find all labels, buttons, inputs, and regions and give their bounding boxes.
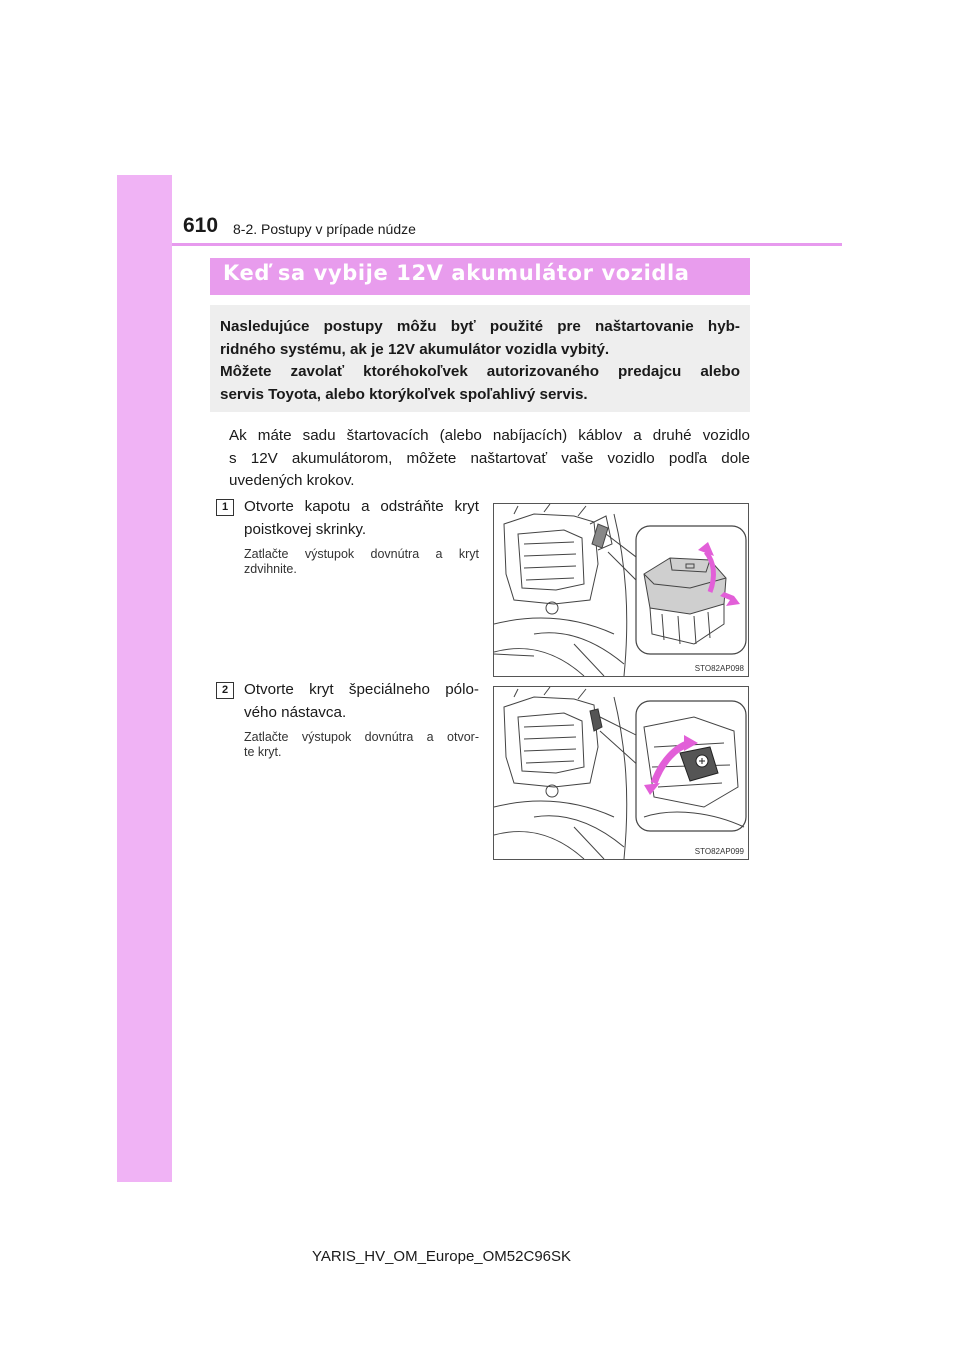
figure-terminal-cover: [493, 686, 749, 860]
running-head: 8-2. Postupy v prípade núdze: [233, 221, 416, 237]
figure-fuse-box-cover: [493, 503, 749, 677]
step-2-line: vého nástavca.: [244, 703, 347, 721]
step-2-note: te kryt.: [244, 745, 282, 759]
figure-code: STO82AP098: [694, 664, 744, 673]
page-number: 610: [183, 214, 219, 237]
section-title: Keď sa vybije 12V akumulátor vozidla: [223, 261, 690, 285]
intro-line: ridného systému, ak je 12V akumulátor vozidla vybitý.: [220, 340, 610, 358]
step-1-line: Otvorte kapotu a odstráňte kryt: [244, 498, 479, 515]
step-2-note: Zatlačte výstupok dovnútra a otvor-: [244, 730, 479, 744]
intro-box: [210, 305, 750, 412]
fuse-box-illustration: [494, 504, 748, 676]
step-1-badge: 1: [216, 499, 234, 516]
intro-line: Nasledujúce postupy môžu byť použité pre naštartovanie hyb-: [220, 318, 740, 335]
step-2-line: Otvorte kryt špeciálneho pólo-: [244, 681, 479, 698]
terminal-illustration: [494, 687, 748, 859]
footer-document-code: YARIS_HV_OM_Europe_OM52C96SK: [312, 1248, 572, 1265]
intro-line: servis Toyota, alebo ktorýkoľvek spoľahlivý servis.: [220, 385, 588, 403]
step-1-text: [244, 496, 479, 577]
header-rule: [172, 243, 842, 246]
step-1-note: zdvihnite.: [244, 562, 297, 576]
body-line: s 12V akumulátorom, môžete naštartovať vaše vozidlo podľa dole: [229, 449, 750, 467]
body-line: uvedených krokov.: [229, 472, 355, 489]
step-1-line: poistkovej skrinky.: [244, 520, 367, 538]
chapter-side-tab: [117, 175, 172, 1182]
section-title-bar: [210, 258, 750, 295]
step-2-badge: 2: [216, 682, 234, 699]
figure-code: STO82AP099: [694, 847, 744, 856]
intro-line: Môžete zavolať ktoréhokoľvek autorizovaného predajcu alebo: [220, 363, 740, 380]
body-paragraph: [229, 425, 750, 493]
body-line: Ak máte sadu štartovacích (alebo nabíjacích) káblov a druhé vozidlo: [229, 427, 750, 444]
step-1-note: Zatlačte výstupok dovnútra a kryt: [244, 547, 479, 561]
step-2-text: [244, 679, 479, 760]
